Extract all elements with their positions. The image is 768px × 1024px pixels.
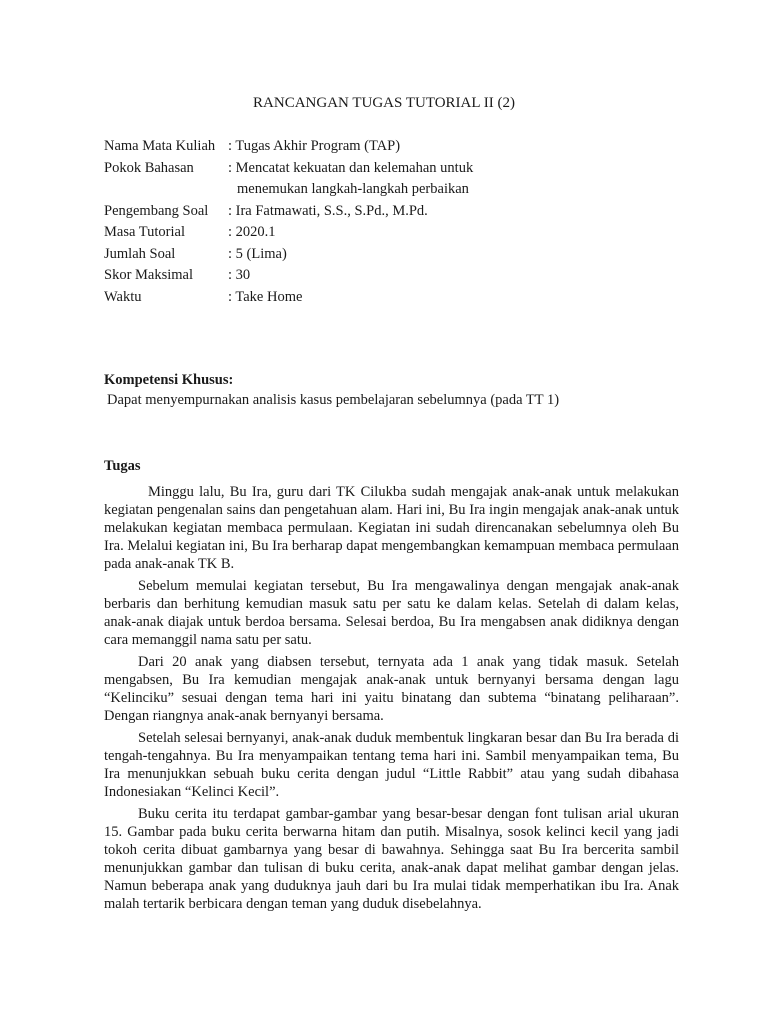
paragraph: Buku cerita itu terdapat gambar-gambar yang besar-besar dengan font tulisan arial ukuran 15. Gambar pada buku cerita berwarna hitam dan putih. Misalnya, sosok kelinci kecil yang jadi tokoh cerita dibuat gambarnya yang besar di bawahnya. Sehingga saat Bu Ira bercerita sambil menunjukkan gambar dan tulisan di buku cerita, anak-anak dapat melihat gambar dengan jelas. Namun beberapa anak yang duduknya jauh dari bu Ira mulai tidak memperhatikan ibu Ira. Anak malah tertarik berbicara dengan teman yang duduk disebelahnya.: [104, 806, 679, 912]
meta-value: : 2020.1: [228, 224, 276, 240]
paragraph: Sebelum memulai kegiatan tersebut, Bu Ira mengawalinya dengan mengajak anak-anak berbaris dan berhitung kemudian masuk satu per satu ke dalam kelas. Setelah di dalam kelas, anak-anak diajak untuk berdoa bersama. Selesai berdoa, Bu Ira mengabsen anak didiknya dengan cara memanggil nama satu per satu.: [104, 578, 679, 648]
meta-value: : 5 (Lima): [228, 245, 287, 262]
meta-value: : Take Home: [228, 288, 303, 305]
meta-row-jumlah-soal: [104, 244, 684, 266]
meta-label: Jumlah Soal: [104, 245, 176, 262]
meta-value: : Tugas Akhir Program (TAP): [228, 138, 401, 154]
paragraph: Minggu lalu, Bu Ira, guru dari TK Cilukba sudah mengajak anak-anak untuk melakukan kegiatan pengenalan sains dan pengetahuan alam. Hari ini, Bu Ira ingin mengajak anak-anak untuk melakukan kegiatan membaca permulaan. Kegiatan ini sudah direncanakan sebelumnya oleh Bu Ira. Melalui kegiatan ini, Bu Ira berharap dapat mengembangkan kemampuan membaca permulaan pada anak-anak TK B.: [104, 484, 679, 572]
meta-row-waktu: [104, 287, 684, 309]
meta-row-pengembang-soal: [104, 201, 684, 223]
meta-value: : 30: [228, 267, 251, 283]
meta-value-continuation: menemukan langkah-langkah perbaikan: [237, 181, 469, 197]
meta-label: Masa Tutorial: [104, 224, 185, 240]
meta-label: Skor Maksimal: [104, 267, 194, 283]
tugas-heading: Tugas: [104, 458, 141, 474]
meta-value: : Ira Fatmawati, S.S., S.Pd., M.Pd.: [228, 202, 428, 219]
meta-row-masa-tutorial: [104, 222, 684, 244]
tugas-body: [104, 483, 679, 917]
assignment-meta-table: [104, 136, 684, 308]
paragraph: Setelah selesai bernyanyi, anak-anak duduk membentuk lingkaran besar dan Bu Ira berada di tengah-tengahnya. Bu Ira menyampaikan tentang tema hari ini. Sambil menyampaikan tema, Bu Ira menunjukkan sebuah buku cerita dengan judul “Little Rabbit” atau yang sudah dibahasa Indonesiakan “Kelinci Kecil”.: [104, 730, 679, 800]
kompetensi-text: Dapat menyempurnakan analisis kasus pembelajaran sebelumnya (pada TT 1): [107, 392, 560, 408]
meta-label: Waktu: [104, 288, 142, 305]
meta-row-pokok-bahasan: [104, 158, 684, 201]
paragraph: Dari 20 anak yang diabsen tersebut, ternyata ada 1 anak yang tidak masuk. Setelah mengabsen, Bu Ira kemudian mengajak anak-anak untuk bernyanyi bersama dengan lagu “Kelinciku” sesuai dengan tema hari ini yaitu binatang dan subtema “binatang peliharaan”. Dengan riangnya anak-anak bernyanyi bersama.: [104, 654, 679, 724]
meta-label: Pokok Bahasan: [104, 159, 194, 176]
meta-row-skor-maksimal: [104, 265, 684, 287]
meta-value: [228, 158, 684, 201]
meta-label: Pengembang Soal: [104, 202, 209, 219]
kompetensi-heading: Kompetensi Khusus:: [104, 372, 234, 388]
meta-value-line: : Mencatat kekuatan dan kelemahan untuk: [228, 159, 474, 176]
meta-row-nama-mata-kuliah: [104, 136, 684, 158]
meta-label: Nama Mata Kuliah: [104, 138, 216, 154]
document-title: RANCANGAN TUGAS TUTORIAL II (2): [253, 95, 515, 111]
